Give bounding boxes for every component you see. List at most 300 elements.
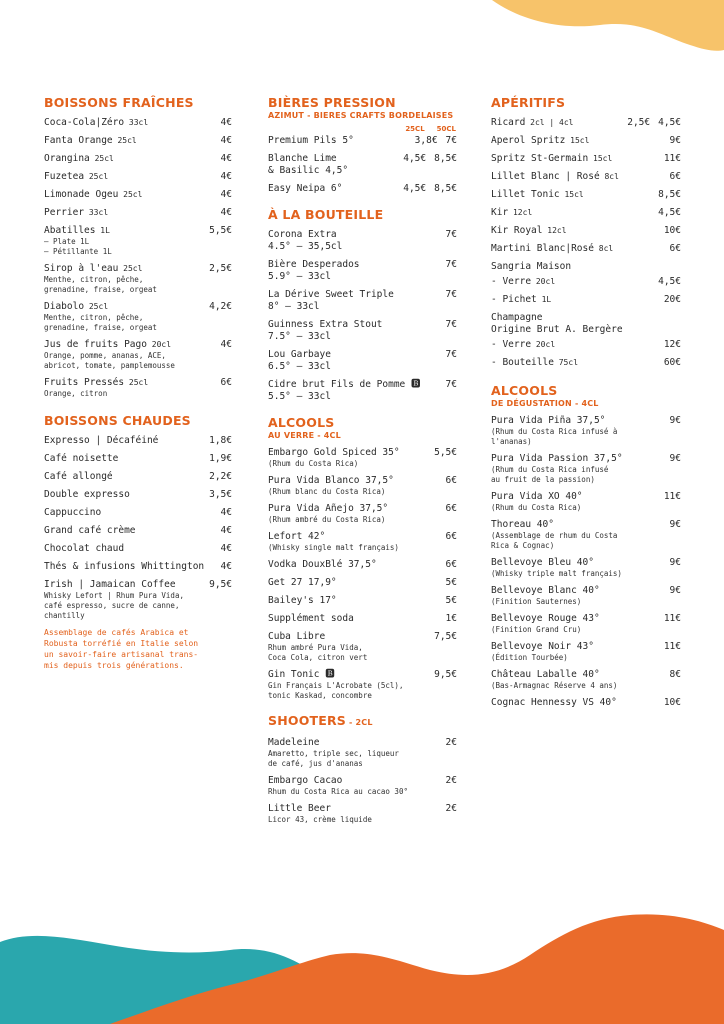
menu-item	[268, 559, 457, 571]
section-title: ALCOOLS	[491, 383, 558, 398]
section-title-suffix: - 2CL	[346, 718, 373, 727]
item-row	[44, 435, 232, 447]
item-description: (Assemblage de rhum du Costa Rica & Cognac)	[491, 531, 618, 550]
menu-item	[491, 641, 681, 663]
item-list	[268, 229, 457, 403]
item-prices	[664, 357, 681, 369]
menu-section	[44, 413, 232, 671]
item-size: 2cl | 4cl	[525, 118, 574, 127]
item-name: Vodka DouxBlé 37,5°	[268, 559, 377, 570]
size-header: 50CL	[436, 125, 456, 133]
item-detail: 7.5° – 33cl	[268, 331, 331, 342]
item-prices	[670, 453, 681, 465]
item-prices	[221, 135, 232, 147]
item-size: 25cl	[118, 264, 143, 273]
item-price: 1,8€	[209, 435, 232, 446]
item-price: 6€	[445, 475, 457, 486]
menu-item	[268, 775, 457, 797]
item-prices	[670, 135, 681, 147]
item-name: Château Laballe 40°	[491, 669, 600, 680]
item-prices	[209, 579, 232, 591]
item-price: 60€	[663, 357, 681, 368]
item-prices	[446, 577, 457, 589]
item-name: Lillet Tonic 15cl	[491, 189, 584, 200]
item-price: 20€	[663, 294, 681, 305]
item-prices	[670, 243, 681, 255]
menu-item	[44, 153, 232, 165]
item-price: 8,5€	[658, 189, 681, 200]
menu-item	[268, 595, 457, 607]
item-description: (Rhum du Costa Rica)	[491, 503, 582, 512]
menu-section	[268, 415, 457, 701]
item-description: (Rhum du Costa Rica infusé à l'ananas)	[491, 427, 618, 446]
menu-item	[44, 507, 232, 519]
item-row	[268, 229, 457, 241]
item-prices	[209, 489, 232, 501]
item-row	[491, 557, 681, 569]
item-prices	[221, 117, 232, 129]
column-right	[491, 95, 681, 723]
menu-item	[491, 294, 681, 306]
item-name: La Dérive Sweet Triple	[268, 289, 394, 300]
item-prices	[403, 183, 457, 195]
item-list	[491, 415, 681, 709]
item-row	[44, 453, 232, 465]
menu-item	[268, 475, 457, 497]
item-name: Fuzetea 25cl	[44, 171, 109, 182]
item-row	[268, 503, 457, 515]
item-size: 8cl	[593, 244, 614, 253]
item-row	[268, 379, 457, 391]
item-prices	[221, 543, 232, 555]
size-headers	[268, 125, 457, 133]
section-title: BOISSONS CHAUDES	[44, 413, 191, 428]
item-prices	[664, 294, 681, 306]
item-price: 4,5€	[658, 117, 681, 128]
item-price: 2,2€	[209, 471, 232, 482]
item-size: 25cl	[118, 190, 143, 199]
menu-item	[268, 135, 457, 147]
item-name: Aperol Spritz 15cl	[491, 135, 590, 146]
item-name: Chocolat chaud	[44, 543, 125, 554]
item-row	[268, 559, 457, 571]
item-prices	[446, 531, 457, 543]
menu-item	[44, 377, 232, 399]
item-row	[268, 259, 457, 271]
item-prices	[221, 561, 232, 573]
item-name: Cidre brut Fils de Pomme 🅱	[268, 379, 421, 390]
item-detail: 5.5° – 33cl	[268, 391, 331, 402]
menu-item	[44, 225, 232, 257]
item-price: 9€	[669, 415, 681, 426]
menu-item	[44, 561, 232, 573]
item-name: Sirop à l'eau 25cl	[44, 263, 143, 274]
item-price: 4€	[220, 525, 232, 536]
top-yellow-wave	[492, 0, 724, 51]
item-size: 20cl	[146, 340, 172, 349]
item-name: Martini Blanc|Rosé 8cl	[491, 243, 614, 254]
item-name: Grand café crème	[44, 525, 136, 536]
section-title: BOISSONS FRAÎCHES	[44, 95, 194, 110]
item-price: 10€	[663, 225, 681, 236]
item-price: 4,5€	[658, 207, 681, 218]
item-name: Coca-Cola|Zéro 33cl	[44, 117, 149, 128]
item-prices	[221, 171, 232, 183]
section-title: APÉRITIFS	[491, 95, 566, 110]
item-name: - Bouteille 75cl	[491, 357, 579, 368]
item-size: 1L	[95, 226, 110, 235]
menu-item	[44, 453, 232, 465]
item-size: 12cl	[542, 226, 567, 235]
item-prices	[209, 263, 232, 275]
item-name: Lefort 42°	[268, 531, 326, 542]
menu-item	[491, 207, 681, 219]
item-row	[44, 507, 232, 519]
item-price: 4€	[220, 543, 232, 554]
item-price: 9€	[669, 585, 681, 596]
item-row	[491, 453, 681, 465]
menu-item	[491, 339, 681, 351]
item-price: 7,5€	[434, 631, 457, 642]
item-row	[491, 585, 681, 597]
menu-item	[268, 183, 457, 195]
item-row	[268, 737, 457, 749]
item-price: 2€	[445, 737, 457, 748]
item-name: Easy Neipa 6°	[268, 183, 343, 194]
item-prices	[209, 225, 232, 237]
item-prices	[446, 503, 457, 515]
menu-item	[44, 117, 232, 129]
item-prices	[670, 171, 681, 183]
item-description: (Finition Grand Cru)	[491, 625, 582, 634]
item-description: (Rhum du Costa Rica)	[268, 459, 359, 468]
menu-item	[268, 229, 457, 253]
item-prices	[221, 525, 232, 537]
item-list	[268, 135, 457, 195]
item-row	[491, 415, 681, 427]
menu-item	[44, 171, 232, 183]
section-title: BIÈRES PRESSION	[268, 95, 396, 110]
item-name: Gin Tonic 🅱	[268, 669, 335, 680]
item-row	[491, 357, 681, 369]
item-name: Perrier 33cl	[44, 207, 109, 218]
section-title: ALCOOLS	[268, 415, 335, 430]
item-prices	[209, 453, 232, 465]
menu-item	[44, 135, 232, 147]
item-name: Pura Vida Añejo 37,5°	[268, 503, 389, 514]
item-name: Cuba Libre	[268, 631, 326, 642]
item-size: 8cl	[599, 172, 619, 181]
item-row	[44, 377, 232, 389]
item-price: 2€	[445, 803, 457, 814]
item-name: Guinness Extra Stout	[268, 319, 383, 330]
item-prices	[446, 319, 457, 331]
item-detail: 8° – 33cl	[268, 301, 320, 312]
item-description: Rhum du Costa Rica au cacao 30°	[268, 787, 408, 796]
item-row	[491, 339, 681, 351]
item-row	[491, 276, 681, 288]
item-row	[491, 312, 681, 336]
menu-section	[268, 713, 457, 825]
item-prices	[434, 447, 457, 459]
menu-item	[491, 189, 681, 201]
item-prices	[664, 641, 681, 653]
item-detail: 4.5° – 35,5cl	[268, 241, 343, 252]
menu-item	[491, 557, 681, 579]
item-row	[491, 491, 681, 503]
item-prices	[446, 349, 457, 361]
menu-section	[491, 383, 681, 709]
menu-item	[44, 471, 232, 483]
item-prices	[209, 301, 232, 313]
item-size: 75cl	[553, 358, 579, 367]
item-row	[491, 207, 681, 219]
item-price: 12€	[663, 339, 681, 350]
item-price: 3,8€	[414, 135, 438, 146]
item-description: (Rhum ambré du Costa Rica)	[268, 515, 386, 524]
item-price: 9€	[669, 453, 681, 464]
item-description: (Whisky triple malt français)	[491, 569, 622, 578]
item-price: 8,5€	[434, 183, 457, 194]
menu-item	[268, 319, 457, 343]
item-name: Cognac Hennessy VS 40°	[491, 697, 617, 708]
item-description: (Bas-Armagnac Réserve 4 ans)	[491, 681, 618, 690]
menu-section	[491, 95, 681, 369]
item-row	[268, 613, 457, 625]
menu-item	[268, 379, 457, 403]
item-row	[491, 669, 681, 681]
menu-item	[491, 491, 681, 513]
item-row	[491, 135, 681, 147]
item-price: 4€	[220, 561, 232, 572]
item-name: Embargo Gold Spiced 35°	[268, 447, 400, 458]
item-prices	[446, 737, 457, 749]
item-row	[491, 519, 681, 531]
item-description: Whisky Lefort | Rhum Pura Vida, café espresso, sucre de canne, chantilly	[44, 591, 184, 620]
item-row	[268, 135, 457, 147]
menu-item	[268, 153, 457, 177]
item-row	[44, 207, 232, 219]
item-price: 7€	[445, 349, 457, 360]
menu-item	[268, 349, 457, 373]
item-row	[491, 225, 681, 237]
item-price: 5,5€	[209, 225, 232, 236]
item-price: 1,9€	[209, 453, 232, 464]
menu-item	[44, 543, 232, 555]
menu-item	[491, 669, 681, 691]
menu-section	[268, 207, 457, 403]
menu-item	[491, 153, 681, 165]
item-list	[268, 737, 457, 825]
item-price: 6€	[669, 243, 681, 254]
item-size: 15cl	[588, 154, 613, 163]
item-prices	[446, 775, 457, 787]
item-price: 5€	[445, 595, 457, 606]
item-row	[268, 595, 457, 607]
item-prices	[670, 669, 681, 681]
item-description: (Rhum blanc du Costa Rica)	[268, 487, 386, 496]
menu-item	[491, 357, 681, 369]
menu-item	[491, 261, 681, 273]
item-price: 3,5€	[209, 489, 232, 500]
menu-item	[491, 135, 681, 147]
item-row	[268, 577, 457, 589]
item-price: 9€	[669, 519, 681, 530]
item-list	[268, 447, 457, 701]
menu-item	[44, 435, 232, 447]
menu-item	[491, 171, 681, 183]
item-name: Abatilles 1L	[44, 225, 110, 236]
menu-item	[491, 243, 681, 255]
item-prices	[664, 613, 681, 625]
item-size: 1L	[536, 295, 552, 304]
item-price: 4,5€	[403, 183, 427, 194]
item-name: Lou Garbaye	[268, 349, 331, 360]
item-row	[44, 339, 232, 351]
menu-item	[268, 631, 457, 663]
item-description: (Whisky single malt français)	[268, 543, 399, 552]
item-price: 4€	[220, 117, 232, 128]
item-row	[268, 475, 457, 487]
item-prices	[403, 153, 457, 165]
menu-item	[491, 519, 681, 551]
item-row	[491, 189, 681, 201]
item-name: - Pichet 1L	[491, 294, 552, 305]
item-price: 8,5€	[434, 153, 457, 164]
item-name: Embargo Cacao	[268, 775, 343, 786]
item-prices	[446, 259, 457, 271]
item-prices	[221, 189, 232, 201]
item-row	[491, 243, 681, 255]
item-prices	[209, 471, 232, 483]
menu-item	[268, 531, 457, 553]
item-row	[44, 153, 232, 165]
item-prices	[209, 435, 232, 447]
item-row	[268, 803, 457, 815]
item-name: Bellevoye Noir 43°	[491, 641, 594, 652]
menu-item	[44, 301, 232, 333]
menu-item	[44, 579, 232, 621]
menu-item	[268, 613, 457, 625]
menu-item	[491, 453, 681, 485]
item-price: 4,5€	[658, 276, 681, 287]
menu-item	[491, 312, 681, 336]
item-prices	[446, 559, 457, 571]
item-prices	[446, 379, 457, 391]
item-price: 7€	[445, 289, 457, 300]
item-row	[44, 263, 232, 275]
item-price: 4€	[220, 339, 232, 350]
item-price: 2,5€	[627, 117, 651, 128]
item-price: 10€	[663, 697, 681, 708]
item-prices	[221, 153, 232, 165]
item-name: Get 27 17,9°	[268, 577, 337, 588]
item-description: – Plate 1L – Pétillante 1L	[44, 237, 112, 256]
menu-item	[44, 525, 232, 537]
item-size: 33cl	[124, 118, 149, 127]
item-price: 4,2€	[209, 301, 232, 312]
item-description: Orange, pomme, ananas, ACE, abricot, tomate, pamplemousse	[44, 351, 175, 370]
item-size: 25cl	[84, 172, 109, 181]
item-name: Ricard 2cl | 4cl	[491, 117, 574, 128]
item-price: 5€	[445, 577, 457, 588]
item-row	[44, 301, 232, 313]
item-row	[268, 349, 457, 361]
item-name: Bière Desperados	[268, 259, 360, 270]
item-row	[44, 471, 232, 483]
item-prices	[221, 339, 232, 351]
item-name: Bailey's 17°	[268, 595, 337, 606]
item-name: Supplément soda	[268, 613, 354, 624]
item-name: Madeleine	[268, 737, 320, 748]
item-price: 6€	[220, 377, 232, 388]
item-price: 11€	[663, 491, 681, 502]
item-price: 1€	[445, 613, 457, 624]
menu-item	[491, 117, 681, 129]
item-price: 6€	[445, 503, 457, 514]
item-name: Irish | Jamaican Coffee	[44, 579, 176, 590]
menu-item	[44, 189, 232, 201]
item-prices	[434, 631, 457, 643]
item-name: Bellevoye Blanc 40°	[491, 585, 600, 596]
menu-section	[268, 95, 457, 195]
menu-item	[268, 503, 457, 525]
menu-item	[268, 447, 457, 469]
item-name: Sangria Maison	[491, 261, 572, 272]
item-row	[44, 561, 232, 573]
item-prices	[670, 557, 681, 569]
item-size: 15cl	[559, 190, 584, 199]
item-name: Café allongé	[44, 471, 113, 482]
item-prices	[658, 276, 681, 288]
item-row	[491, 153, 681, 165]
item-price: 11€	[663, 613, 681, 624]
item-prices	[221, 377, 232, 389]
menu-item	[268, 289, 457, 313]
item-price: 11€	[663, 153, 681, 164]
item-row	[44, 135, 232, 147]
item-price: 9€	[669, 557, 681, 568]
item-name: Lillet Blanc | Rosé 8cl	[491, 171, 619, 182]
item-name: Champagne Origine Brut A. Bergère	[491, 312, 623, 335]
section-title: SHOOTERS - 2CL	[268, 713, 373, 728]
item-price: 5,5€	[434, 447, 457, 458]
item-description: (Rhum du Costa Rica infusé au fruit de la passion)	[491, 465, 609, 484]
item-price: 2,5€	[209, 263, 232, 274]
item-price: 9,5€	[209, 579, 232, 590]
item-row	[491, 261, 681, 273]
item-prices	[670, 585, 681, 597]
item-size: 12cl	[508, 208, 533, 217]
menu-item	[44, 207, 232, 219]
item-size: 25cl	[124, 378, 149, 387]
item-price: 4€	[220, 507, 232, 518]
item-row	[44, 171, 232, 183]
item-prices	[446, 803, 457, 815]
item-name: - Verre 20cl	[491, 276, 556, 287]
item-price: 7€	[445, 259, 457, 270]
item-prices	[670, 519, 681, 531]
item-price: 4€	[220, 153, 232, 164]
menu-item	[44, 489, 232, 501]
item-row	[268, 631, 457, 643]
menu-item	[491, 585, 681, 607]
item-name: Orangina 25cl	[44, 153, 114, 164]
item-price: 7€	[445, 135, 457, 146]
item-prices	[446, 613, 457, 625]
item-price: 6€	[445, 531, 457, 542]
item-row	[491, 294, 681, 306]
